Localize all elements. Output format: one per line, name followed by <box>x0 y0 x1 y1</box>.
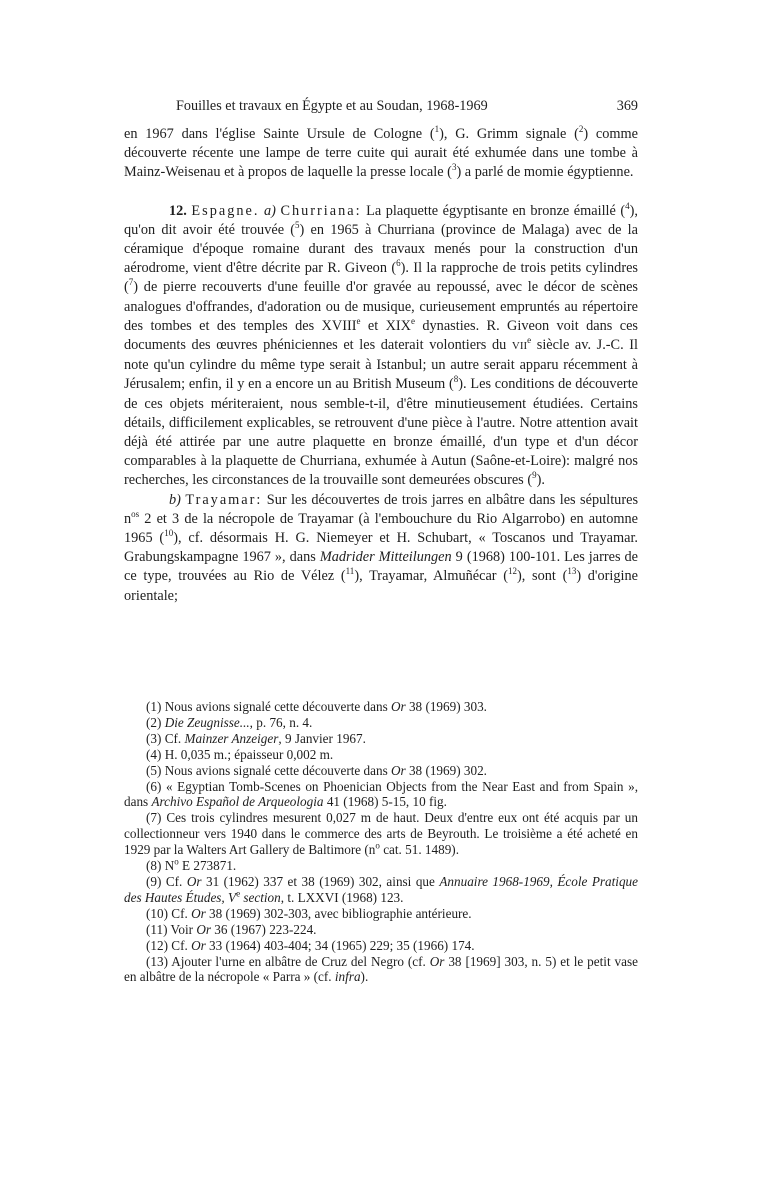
main-text <box>124 125 638 606</box>
note-ref: 5 <box>295 220 300 231</box>
note-ref: 3 <box>451 162 457 173</box>
paragraph-espagne-churriana: 12. Espagne. a) Churriana: La plaquette égyptisante en bronze émaillé ($^4$), qu'on dit avoir été trouvée ($^5$) en 1965 à Churriana (province de Malaga) avec de la céramique d'époque romaine durant des travaux menés pour la construction d'un aérodrome, vient d'être décrite par R. Giveon ($^6$). Il la rapproche de trois petits cylindres ($^7$) de pierre recouverts d'une feuille d'or gravée au repoussé, avec le décor de scènes analogues d'offrandes, d'adoration ou de musique, curieusement empruntés au répertoire des tombes et des temples des XVIIIe et XIXe dynasties. R. Giveon voit dans ces documents des œuvres phéniciennes et les daterait volontiers du VIIe siècle av. J.-C. Il note qu'un cylindre du même type serait à Istanbul; un autre serait apparu récemment à Jérusalem; enfin, il y en a encore un au British Museum ($^8$). Les conditions de découverte de ces objets mériteraient, nous semble-t-il, d'être minutieusement étudiées. Certains détails, difficilement explicables, se retrouvent d'une pièce à l'autre. Notre attention avait déjà été attirée par une autre plaquette en bronze émaillé, d'un type et d'un décor comparables à la plaquette de Churriana, exhumée à Autun (Saône-et-Loire): malgré nos recherches, les circonstances de la trouvaille sont demeurées obscures ($^9$). <box>124 200 639 489</box>
note-ref: 4 <box>625 200 630 211</box>
footnote: (2) Die Zeugnisse..., p. 76, n. 4. <box>146 714 313 730</box>
journal-title: Madrider Mitteilungen <box>319 549 452 566</box>
footnote: (11) Voir Or 36 (1967) 223-224. <box>146 921 317 937</box>
note-ref: 1 <box>434 124 440 135</box>
paragraph-cologne: en 1967 dans l'église Sainte Ursule de Cologne ($^1$), G. Grimm signale ($^2$) comme découverte récente une lampe de terre cuite qui aurait été exhumée dans une tombe à Mainz-Weisenau et à propos de laquelle la presse locale ($^3$) a parlé de momie égyptienne. <box>124 124 638 181</box>
footnote: (12) Cf. Or 33 (1964) 403-404; 34 (1965) 229; 35 (1966) 174. <box>146 937 475 953</box>
footnote: (8) $N^o$ E 273871. <box>146 856 237 874</box>
footnotes <box>124 699 638 985</box>
running-title: Fouilles et travaux en Égypte et au Soudan, 1968-1969 <box>176 98 488 114</box>
section-number: 12. <box>169 202 187 219</box>
footnote: (13) Ajouter l'urne en albâtre de Cruz del Negro (cf. Or 38 [1969] 303, n. 5) et le petit vase en albâtre de la nécropole « Parra » (cf. infra). <box>124 953 638 985</box>
footnote: (1) Nous avions signalé cette découverte dans Or 38 (1969) 303. <box>146 699 487 714</box>
note-ref: 6 <box>396 258 401 269</box>
footnote: (5) Nous avions signalé cette découverte dans Or 38 (1969) 302. <box>146 762 487 778</box>
footnote: (10) Cf. Or 38 (1969) 302-303, avec bibliographie antérieure. <box>146 905 472 921</box>
site-name: Churriana: <box>280 202 362 219</box>
note-ref: 11 <box>345 566 355 577</box>
footnote: (9) Cf. Or 31 (1962) 337 et 38 (1969) 302, ainsi que Annuaire 1968-1969, École Pratique des Hautes Études, Ve section, t. LXXVI (1968) 123. <box>124 873 639 905</box>
page-number: 369 <box>616 98 638 114</box>
footnote: (7) Ces trois cylindres mesurent 0,027 m de haut. Deux d'entre eux ont été acquis par un collectionneur vers 1940 dans le commerce des arts de Beyrouth. Le troisième a été acheté en 1929 par la Walters Art Gallery de Baltimore ($n^o$ cat. 51. 1489). <box>124 810 638 858</box>
note-ref: 2 <box>578 124 584 135</box>
section-country: Espagne. <box>191 202 260 219</box>
note-ref: 8 <box>453 374 459 385</box>
note-ref: 7 <box>128 277 134 288</box>
note-ref: 13 <box>567 566 577 577</box>
paragraph-trayamar: b) Trayamar: Sur les découvertes de trois jarres en albâtre dans les sépultures $n^{os}$ 2 et 3 de la nécropole de Trayamar (à l'embouchure du Rio Algarrobo) en automne 1965 ($^{10}$), cf. désormais H. G. Niemeyer et H. Schubart, « Toscanos und Trayamar. Grabungskampagne 1967 », dans Madrider Mitteilungen 9 (1968) 100-101. Les jarres de ce type, trouvées au Rio de Vélez ($^{11}$), Trayamar, Almuñécar ($^{12}$), sont ($^{13}$) d'origine orientale; <box>124 491 639 604</box>
footnote: (6) « Egyptian Tomb-Scenes on Phoenician Objects from the Near East and from Spain », dans Archivo Español de Arqueologia 41 (1968) 5-15, 10 fig. <box>124 778 638 810</box>
note-ref: 10 <box>164 528 174 539</box>
footnote: (4) H. 0,035 m.; épaisseur 0,002 m. <box>146 746 334 762</box>
site-name: Trayamar: <box>185 491 263 508</box>
footnote: (3) Cf. Mainzer Anzeiger, 9 Janvier 1967. <box>146 730 366 746</box>
note-ref: 9 <box>532 470 537 481</box>
note-ref: 12 <box>508 566 518 577</box>
